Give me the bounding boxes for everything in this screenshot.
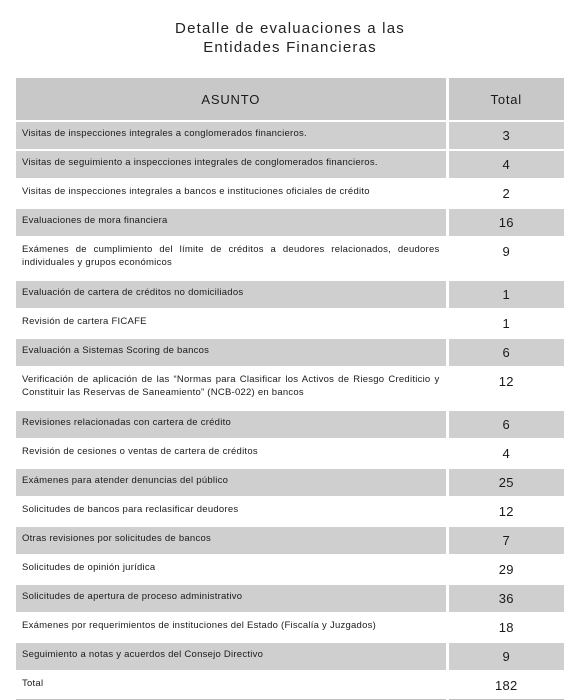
row-total: 29 [447,555,564,584]
header-asunto: ASUNTO [16,78,447,121]
table-row [16,497,564,526]
title-line-2: Entidades Financieras [203,39,377,56]
row-asunto: Visitas de seguimiento a inspecciones integrales de conglomerados financieros. [16,150,447,179]
table-row [16,280,564,309]
table-row [16,468,564,497]
table-row [16,584,564,613]
table-row [16,367,564,410]
row-asunto: Exámenes para atender denuncias del público [16,468,447,497]
table-row [16,309,564,338]
row-asunto: Solicitudes de opinión jurídica [16,555,447,584]
row-total: 36 [447,584,564,613]
row-total: 1 [447,280,564,309]
row-total: 6 [447,338,564,367]
row-asunto: Visitas de inspecciones integrales a bancos e instituciones oficiales de crédito [16,179,447,208]
row-asunto: Visitas de inspecciones integrales a conglomerados financieros. [16,121,447,150]
row-asunto: Solicitudes de apertura de proceso administrativo [16,584,447,613]
table-row [16,555,564,584]
row-asunto: Exámenes de cumplimiento del límite de créditos a deudores relacionados, deudores individuales y grupos económicos [16,237,447,280]
row-total: 3 [447,121,564,150]
document-title [0,19,580,57]
table-row [16,410,564,439]
row-asunto: Revisiones relacionadas con cartera de crédito [16,410,447,439]
table-row [16,150,564,179]
table-row [16,121,564,150]
row-asunto: Otras revisiones por solicitudes de bancos [16,526,447,555]
table-row [16,439,564,468]
row-total: 4 [447,439,564,468]
row-asunto: Revisión de cesiones o ventas de cartera de créditos [16,439,447,468]
table-row [16,613,564,642]
row-asunto: Exámenes por requerimientos de instituciones del Estado (Fiscalía y Juzgados) [16,613,447,642]
table-header-row [16,78,564,121]
row-total: 2 [447,179,564,208]
row-total: 18 [447,613,564,642]
row-total: 9 [447,237,564,280]
table-total-row [16,671,564,700]
row-total: 4 [447,150,564,179]
row-asunto: Solicitudes de bancos para reclasificar deudores [16,497,447,526]
row-total: 25 [447,468,564,497]
row-total: 6 [447,410,564,439]
table-row [16,208,564,237]
row-asunto: Evaluación de cartera de créditos no domiciliados [16,280,447,309]
total-label: Total [16,671,447,700]
row-total: 12 [447,367,564,410]
row-total: 9 [447,642,564,671]
grand-total: 182 [447,671,564,700]
table-row [16,526,564,555]
row-asunto: Evaluación a Sistemas Scoring de bancos [16,338,447,367]
evaluations-table [16,78,564,700]
title-line-1: Detalle de evaluaciones a las [175,20,405,37]
row-asunto: Verificación de aplicación de las “Normas para Clasificar los Activos de Riesgo Crediticio y Constituir las Reservas de Saneamiento” (NCB-022) en bancos [16,367,447,410]
header-total: Total [447,78,564,121]
table-row [16,338,564,367]
table-row [16,179,564,208]
row-total: 1 [447,309,564,338]
table-row [16,237,564,280]
row-total: 16 [447,208,564,237]
row-asunto: Revisión de cartera FICAFE [16,309,447,338]
row-total: 7 [447,526,564,555]
row-asunto: Evaluaciones de mora financiera [16,208,447,237]
table-row [16,642,564,671]
row-asunto: Seguimiento a notas y acuerdos del Consejo Directivo [16,642,447,671]
row-total: 12 [447,497,564,526]
